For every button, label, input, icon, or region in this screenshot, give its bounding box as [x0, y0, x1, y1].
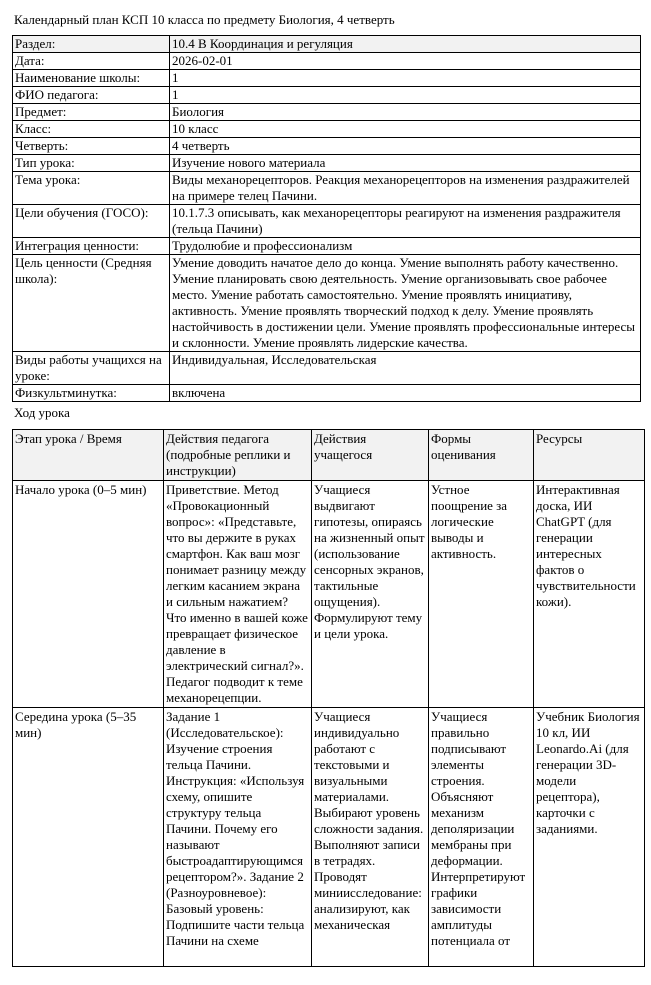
info-key: Интеграция ценности: [13, 238, 170, 255]
info-value: 10 класс [170, 121, 641, 138]
lesson-header-row [13, 430, 645, 481]
lesson-row-start [13, 481, 645, 708]
cell-assessment: Устное поощрение за логические выводы и активность. [429, 481, 534, 708]
info-key: Цель ценности (Средняя школа): [13, 255, 170, 352]
cell-student-actions: Учащиеся индивидуально работают с текстовыми и визуальными материалами. Выбирают уровень сложности задания. Выполняют записи в тетрадях. Проводят миниисследование: анализируют, как механическая [312, 708, 429, 967]
info-key: ФИО педагога: [13, 87, 170, 104]
info-row-quarter [13, 138, 641, 155]
info-row-subject [13, 104, 641, 121]
cell-stage: Середина урока (5–35 мин) [13, 708, 164, 967]
lesson-info-table [12, 35, 641, 402]
cell-teacher-actions: Приветствие. Метод «Провокационный вопрос»: «Представьте, что вы держите в руках смартфон. Как ваш мозг понимает разницу между легким касанием экрана и сильным нажатием? Что именно в вашей коже превращает физическое давление в электрический сигнал?». Педагог подводит к теме механорецепции. [164, 481, 312, 708]
info-value: 2026-02-01 [170, 53, 641, 70]
info-row-value-integration [13, 238, 641, 255]
header-resources: Ресурсы [534, 430, 645, 481]
info-row-section [13, 36, 641, 53]
info-key: Виды работы учащихся на уроке: [13, 352, 170, 385]
info-key: Предмет: [13, 104, 170, 121]
info-key: Тема урока: [13, 172, 170, 205]
info-key: Четверть: [13, 138, 170, 155]
info-row-value-goal [13, 255, 641, 352]
info-row-teacher [13, 87, 641, 104]
info-key: Класс: [13, 121, 170, 138]
lesson-row-middle [13, 708, 645, 967]
info-value: Индивидуальная, Исследовательская [170, 352, 641, 385]
info-key: Раздел: [13, 36, 170, 53]
info-value: 10.1.7.3 описывать, как механорецепторы реагируют на изменения раздражителя (тельца Пачини) [170, 205, 641, 238]
info-row-work-types [13, 352, 641, 385]
info-value: 10.4 В Координация и регуляция [170, 36, 641, 53]
info-row-physical-break [13, 385, 641, 402]
cell-student-actions: Учащиеся выдвигают гипотезы, опираясь на жизненный опыт (использование сенсорных экранов, тактильные ощущения). Формулируют тему и цели урока. [312, 481, 429, 708]
document-title: Календарный план КСП 10 класса по предмету Биология, 4 четверть [14, 12, 395, 27]
info-row-school [13, 70, 641, 87]
cell-stage: Начало урока (0–5 мин) [13, 481, 164, 708]
info-value: включена [170, 385, 641, 402]
info-key: Физкультминутка: [13, 385, 170, 402]
cell-resources: Учебник Биология 10 кл, ИИ Leonardo.Ai (для генерации 3D-модели рецептора), карточки с заданиями. [534, 708, 645, 967]
info-row-class [13, 121, 641, 138]
info-value: 1 [170, 87, 641, 104]
cell-teacher-actions: Задание 1 (Исследовательское): Изучение строения тельца Пачини. Инструкция: «Используя схему, опишите структуру тельца Пачини. Почему его называют быстроадаптирующимся рецептором?». Задание 2 (Разноуровневое): Базовый уровень: Подпишите части тельца Пачини на схеме [164, 708, 312, 967]
info-row-topic [13, 172, 641, 205]
header-stage: Этап урока / Время [13, 430, 164, 481]
cell-resources: Интерактивная доска, ИИ ChatGPT (для генерации интересных фактов о чувствительности кожи). [534, 481, 645, 708]
info-row-date [13, 53, 641, 70]
info-value: Биология [170, 104, 641, 121]
header-assessment: Формы оценивания [429, 430, 534, 481]
info-row-lesson-type [13, 155, 641, 172]
cell-assessment: Учащиеся правильно подписывают элементы строения. Объясняют механизм деполяризации мембраны при деформации. Интерпретируют графики зависимости амплитуды потенциала от [429, 708, 534, 967]
info-key: Наименование школы: [13, 70, 170, 87]
section-label-lesson-flow: Ход урока [14, 405, 70, 420]
header-student-actions: Действия учащегося [312, 430, 429, 481]
info-value: 1 [170, 70, 641, 87]
info-row-objectives [13, 205, 641, 238]
info-value: Виды механорецепторов. Реакция механорецепторов на изменения раздражителей на примере телец Пачини. [170, 172, 641, 205]
info-value: Умение доводить начатое дело до конца. Умение выполнять работу качественно. Умение планировать свою деятельность. Умение организовывать свое рабочее место. Умение работать самостоятельно. Умение проявлять инициативу, активность. Умение проявлять творческий подход к делу. Умение проявлять настойчивость в достижении цели. Умение проявлять профессиональные интересы и склонности. Умение проявлять лидерские качества. [170, 255, 641, 352]
info-value: Изучение нового материала [170, 155, 641, 172]
header-teacher-actions: Действия педагога (подробные реплики и инструкции) [164, 430, 312, 481]
info-value: 4 четверть [170, 138, 641, 155]
info-key: Тип урока: [13, 155, 170, 172]
lesson-flow-table [12, 429, 645, 967]
info-value: Трудолюбие и профессионализм [170, 238, 641, 255]
info-key: Цели обучения (ГОСО): [13, 205, 170, 238]
info-key: Дата: [13, 53, 170, 70]
